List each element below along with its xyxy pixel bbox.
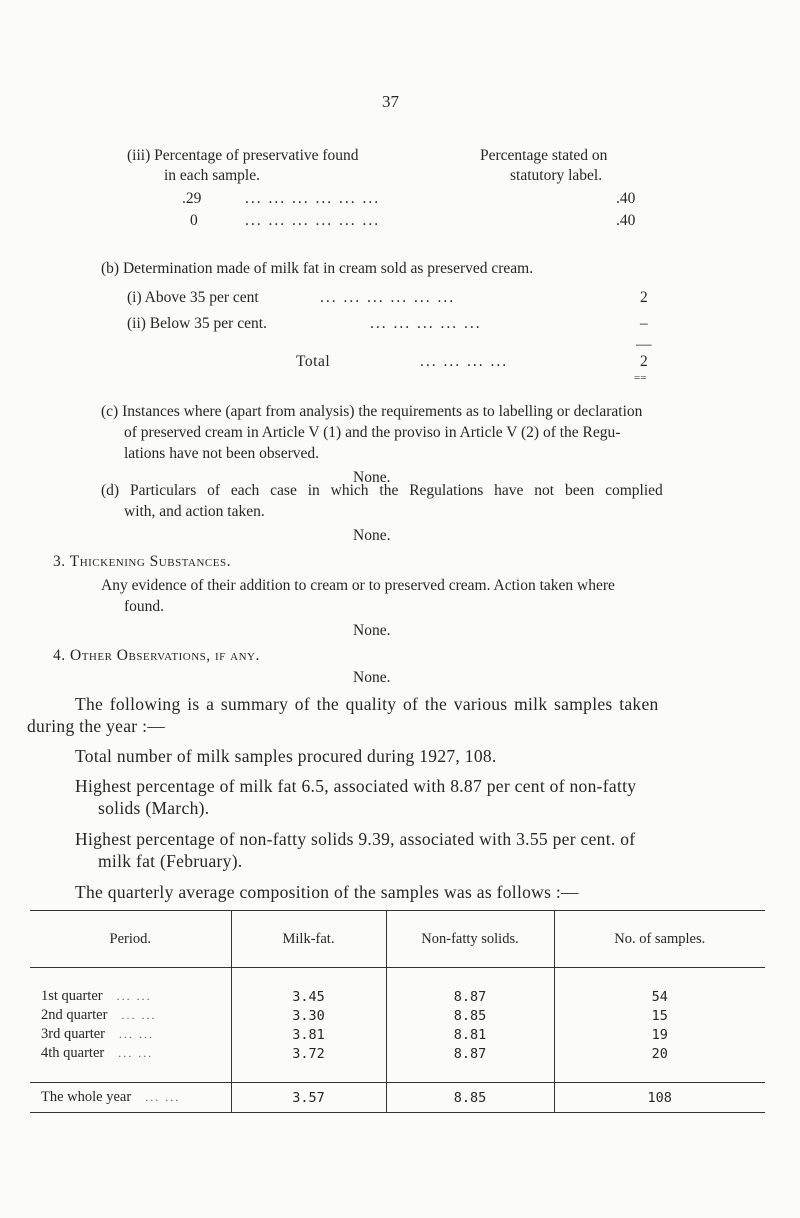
- b-total-dots: ... ... ... ...: [420, 353, 509, 370]
- total-samples: 108: [554, 1083, 765, 1113]
- header-milk-fat: Milk-fat.: [231, 911, 386, 968]
- table-row: [30, 1025, 765, 1044]
- iii-row-stated: .40: [616, 190, 636, 207]
- total-fat: 3.57: [231, 1083, 386, 1113]
- quarterly-table: [30, 910, 765, 1113]
- b-row-label: (i) Above 35 per cent: [127, 289, 259, 306]
- total-period: The whole year: [41, 1089, 132, 1105]
- section3-line1: Any evidence of their addition to cream or to preserved cream. Action taken where: [101, 577, 615, 594]
- row-solids: 8.85: [386, 1006, 554, 1025]
- row-period: 2nd quarter: [41, 1007, 108, 1023]
- row-period: 1st quarter: [41, 988, 103, 1004]
- section3-heading: 3. Thickening Substances.: [53, 553, 231, 570]
- b-row-value: –: [640, 315, 648, 332]
- c-line2: of preserved cream in Article V (1) and the proviso in Article V (2) of the Regu-: [124, 424, 621, 441]
- summary-intro-line2: during the year :—: [27, 716, 166, 736]
- row-period: 4th quarter: [41, 1045, 105, 1061]
- iii-heading-line1: (iii) Percentage of preservative found: [127, 147, 359, 164]
- b-row-label: (ii) Below 35 per cent.: [127, 315, 267, 332]
- row-fat: 3.81: [231, 1025, 386, 1044]
- b-rule: —: [636, 336, 652, 353]
- row-samples: 19: [554, 1025, 765, 1044]
- row-solids: 8.81: [386, 1025, 554, 1044]
- header-period: Period.: [109, 930, 151, 947]
- table-total-row: [30, 1083, 765, 1113]
- row-dots: ... ...: [121, 1008, 157, 1022]
- c-line1: (c) Instances where (apart from analysis) the requirements as to labelling or declaration: [101, 403, 643, 420]
- summary-nonfat-line1: Highest percentage of non-fatty solids 9.39, associated with 3.55 per cent. of: [75, 829, 636, 849]
- total-solids: 8.85: [386, 1083, 554, 1113]
- b-row-dots: ... ... ... ... ... ...: [320, 289, 456, 306]
- section4-heading: 4. Other Observations, if any.: [53, 647, 260, 664]
- row-solids: 8.87: [386, 987, 554, 1006]
- summary-total-line: Total number of milk samples procured during 1927, 108.: [75, 746, 497, 766]
- b-heading: (b) Determination made of milk fat in cream sold as preserved cream.: [101, 260, 534, 277]
- row-period: 3rd quarter: [41, 1026, 106, 1042]
- row-fat: 3.45: [231, 987, 386, 1006]
- section4-answer: None.: [353, 669, 391, 686]
- row-fat: 3.72: [231, 1044, 386, 1063]
- row-dots: ... ...: [119, 1027, 155, 1041]
- summary-fat-line1: Highest percentage of milk fat 6.5, associated with 8.87 per cent of non-fatty: [75, 776, 637, 796]
- table-header-row: [30, 911, 765, 968]
- iii-right-heading-line1: Percentage stated on: [480, 147, 608, 164]
- b-row-dots: ... ... ... ... ...: [370, 315, 482, 332]
- header-non-fatty-solids: Non-fatty solids.: [386, 911, 554, 968]
- iii-row-dots: ... ... ... ... ... ...: [245, 212, 381, 229]
- summary-quarterly-line: The quarterly average composition of the samples was as follows :—: [75, 882, 579, 902]
- page-number: 37: [382, 92, 399, 111]
- section3-line2: found.: [124, 598, 165, 615]
- b-row-value: 2: [640, 289, 648, 306]
- iii-right-heading-line2: statutory label.: [510, 167, 603, 184]
- table-row: [30, 987, 765, 1006]
- table-row: [30, 1006, 765, 1025]
- header-no-of-samples: No. of samples.: [554, 911, 765, 968]
- d-line2: with, and action taken.: [124, 503, 265, 520]
- b-total-label: Total: [296, 353, 331, 370]
- summary-fat-line2: solids (March).: [98, 798, 210, 818]
- iii-heading-line2: in each sample.: [164, 167, 260, 184]
- iii-row-found: 0: [190, 212, 198, 229]
- row-dots: ... ...: [116, 989, 152, 1003]
- row-samples: 15: [554, 1006, 765, 1025]
- total-dots: ... ...: [145, 1090, 181, 1104]
- row-dots: ... ...: [118, 1046, 154, 1060]
- row-samples: 54: [554, 987, 765, 1006]
- iii-row-found: .29: [182, 190, 202, 207]
- d-answer: None.: [353, 527, 391, 544]
- c-answer: None.: [353, 469, 391, 486]
- summary-intro-line1: The following is a summary of the quality of the various milk samples taken: [75, 694, 659, 714]
- b-total-value: 2: [640, 353, 648, 370]
- summary-nonfat-line2: milk fat (February).: [98, 851, 243, 871]
- d-line1: (d) Particulars of each case in which the Regulations have not been complied: [101, 482, 663, 499]
- iii-row-stated: .40: [616, 212, 636, 229]
- table-row: [30, 1044, 765, 1063]
- iii-row-dots: ... ... ... ... ... ...: [245, 190, 381, 207]
- section3-answer: None.: [353, 622, 391, 639]
- row-solids: 8.87: [386, 1044, 554, 1063]
- c-line3: lations have not been observed.: [124, 445, 319, 462]
- b-double-rule: ==: [634, 372, 647, 384]
- row-fat: 3.30: [231, 1006, 386, 1025]
- row-samples: 20: [554, 1044, 765, 1063]
